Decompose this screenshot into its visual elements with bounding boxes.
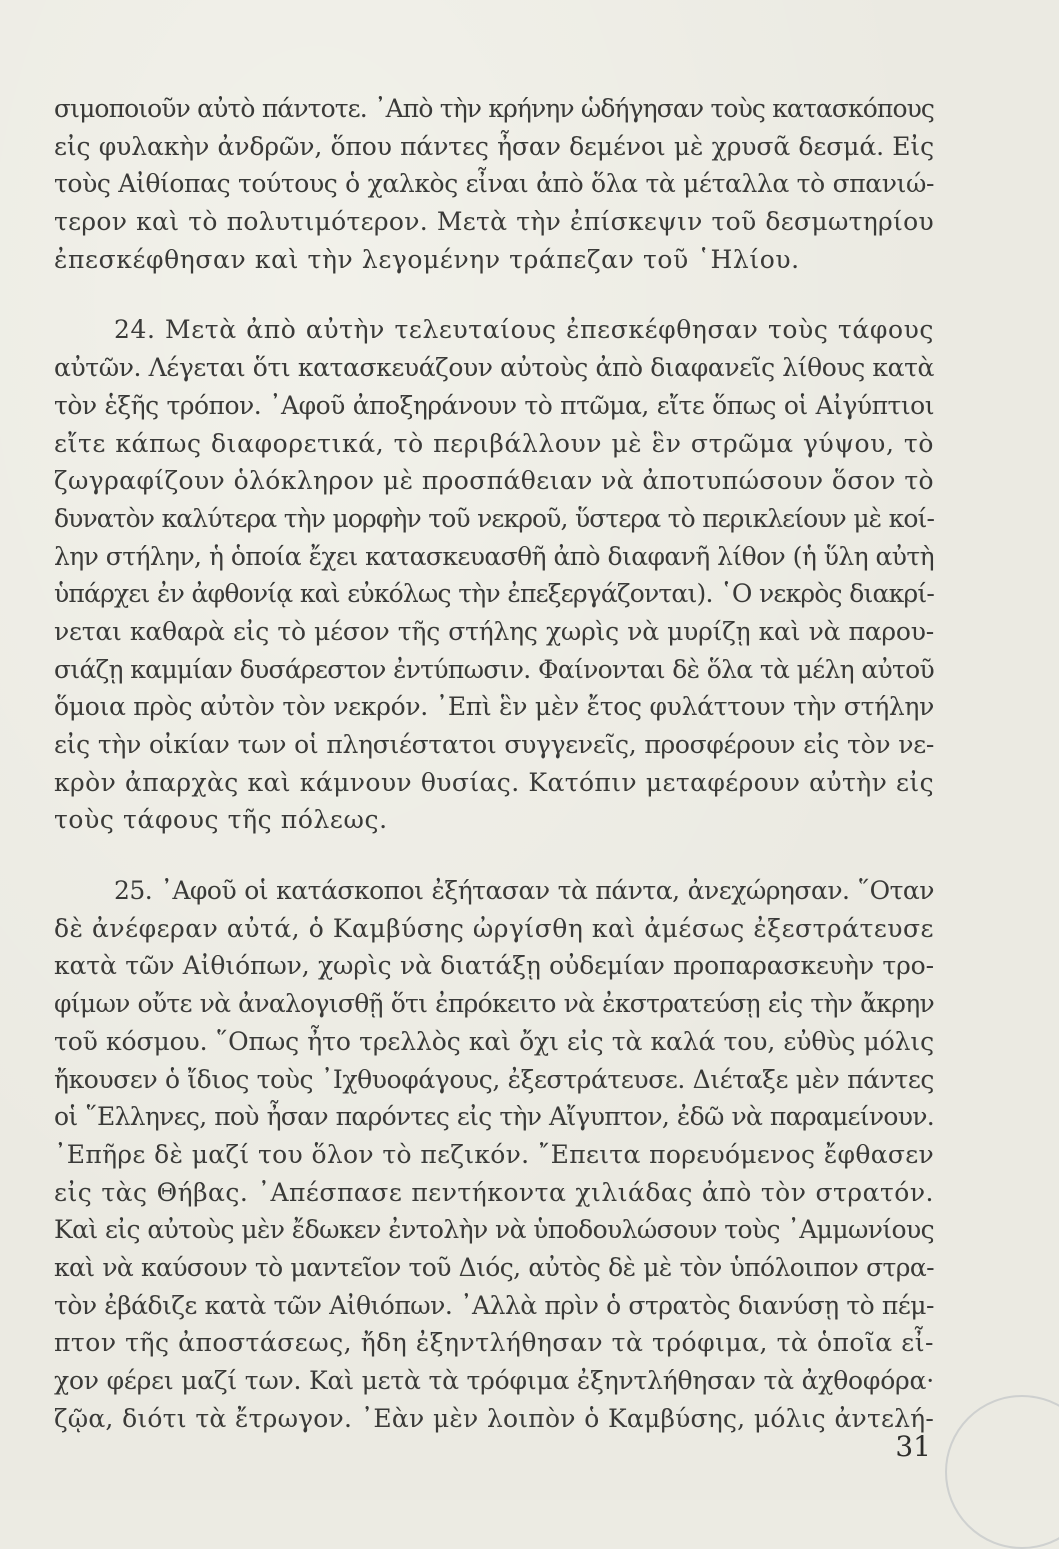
paragraph-gap (54, 278, 934, 311)
text-line: Καὶ εἰς αὐτοὺς μὲν ἔδωκεν ἐντολὴν νὰ ὑποδουλώσουν τοὺς ᾿Αμμωνίους (54, 1215, 934, 1245)
text-line: 25. ᾿Αφοῦ οἱ κατάσκοποι ἐξήτασαν τὰ πάντα, ἀνεχώρησαν. ῞Οταν (114, 876, 934, 906)
text-line: ὑπάρχει ἐν ἀφθονίᾳ καὶ εὐκόλως τὴν ἐπεξεργάζονται). ῾Ο νεκρὸς διακρί- (54, 579, 934, 609)
text-line: κρὸν ἀπαρχὰς καὶ κάμνουν θυσίας. Κατόπιν μεταφέρουν αὐτὴν εἰς (54, 767, 934, 797)
text-line: ζῷα, διότι τὰ ἔτρωγον. ᾿Εὰν μὲν λοιπὸν ὁ Καμβύσης, μόλις ἀντελή- (54, 1403, 934, 1433)
text-line: τὸν ἑξῆς τρόπον. ᾿Αφοῦ ἀποξηράνουν τὸ πτῶμα, εἴτε ὅπως οἱ Αἰγύπτιοι (54, 390, 934, 420)
text-line: χον φέρει μαζί των. Καὶ μετὰ τὰ τρόφιμα ἐξηντλήθησαν τὰ ἀχθοφόρα· (54, 1366, 934, 1395)
text-line: σιμοποιοῦν αὐτὸ πάντοτε. ᾿Απὸ τὴν κρήνην ὡδήγησαν τοὺς κατασκόπους (54, 94, 934, 123)
text-line: ζωγραφίζουν ὁλόκληρον μὲ προσπάθειαν νὰ ἀποτυπώσουν ὅσον τὸ (54, 466, 934, 496)
text-line: λην στήλην, ἡ ὁποία ἔχει κατασκευασθῆ ἀπὸ διαφανῆ λίθον (ἡ ὕλη αὐτὴ (54, 541, 934, 571)
text-line: νεται καθαρὰ εἰς τὸ μέσον τῆς στήλης χωρὶς νὰ μυρίζῃ καὶ νὰ παρου- (54, 616, 934, 646)
text-line: ἤκουσεν ὁ ἴδιος τοὺς ᾿Ιχθυοφάγους, ἐξεστράτευσε. Διέταξε μὲν πάντες (54, 1064, 934, 1094)
text-line: τερον καὶ τὸ πολυτιμότερον. Μετὰ τὴν ἐπίσκεψιν τοῦ δεσμωτηρίου (54, 207, 934, 237)
text-line: τοὺς τάφους τῆς πόλεως. (54, 805, 388, 835)
text-line: εἴτε κάπως διαφορετικά, τὸ περιβάλλουν μὲ ἓν στρῶμα γύψου, τὸ (54, 428, 934, 458)
text-line: εἰς τὴν οἰκίαν των οἱ πλησιέστατοι συγγενεῖς, προσφέρουν εἰς τὸν νε- (54, 730, 934, 759)
text-line: ὅμοια πρὸς αὐτὸν τὸν νεκρόν. ᾿Επὶ ἓν μὲν ἔτος φυλάττουν τὴν στήλην (54, 692, 934, 722)
body-text (54, 90, 934, 1437)
text-line: δυνατὸν καλύτερα τὴν μορφὴν τοῦ νεκροῦ, ὕστερα τὸ περικλείουν μὲ κοί- (54, 503, 934, 533)
text-line: εἰς φυλακὴν ἀνδρῶν, ὅπου πάντες ἦσαν δεμένοι μὲ χρυσᾶ δεσμά. Εἰς (54, 131, 934, 161)
paragraph-25 (54, 872, 934, 1437)
text-line: ἐπεσκέφθησαν καὶ τὴν λεγομένην τράπεζαν τοῦ ῾Ηλίου. (54, 244, 800, 274)
text-line: σιάζῃ καμμίαν δυσάρεστον ἐντύπωσιν. Φαίνονται δὲ ὅλα τὰ μέλη αὐτοῦ (54, 654, 934, 684)
text-line: εἰς τὰς Θήβας. ᾿Απέσπασε πεντήκοντα χιλιάδας ἀπὸ τὸν στρατόν. (54, 1177, 934, 1207)
text-line: κατὰ τῶν Αἰθιόπων, χωρὶς νὰ διατάξῃ οὐδεμίαν προπαρασκευὴν τρο- (54, 951, 934, 981)
paragraph-24 (54, 311, 934, 839)
text-line: 24. Μετὰ ἀπὸ αὐτὴν τελευταίους ἐπεσκέφθησαν τοὺς τάφους (114, 315, 934, 345)
paragraph-gap (54, 839, 934, 872)
text-line: πτον τῆς ἀποστάσεως, ἤδη ἐξηντλήθησαν τὰ τρόφιμα, τὰ ὁποῖα εἶ- (54, 1328, 934, 1358)
library-stamp (945, 1395, 1059, 1549)
text-line: αὐτῶν. Λέγεται ὅτι κατασκευάζουν αὐτοὺς ἀπὸ διαφανεῖς λίθους κατὰ (54, 353, 934, 383)
text-line: φίμων οὔτε νὰ ἀναλογισθῇ ὅτι ἐπρόκειτο νὰ ἐκστρατεύσῃ εἰς τὴν ἄκρην (54, 989, 934, 1019)
paragraph-1 (54, 90, 934, 278)
text-line: τὸν ἐβάδιζε κατὰ τῶν Αἰθιόπων. ᾿Αλλὰ πρὶν ὁ στρατὸς διανύσῃ τὸ πέμ- (54, 1290, 934, 1320)
text-line: ᾿Επῆρε δὲ μαζί του ὅλον τὸ πεζικόν. ῎Επειτα πορευόμενος ἔφθασεν (54, 1139, 934, 1169)
text-line: οἱ ῞Ελληνες, ποὺ ἦσαν παρόντες εἰς τὴν Αἴγυπτον, ἐδῶ νὰ παραμείνουν. (54, 1102, 934, 1132)
page-number: 31 (895, 1430, 931, 1463)
text-line: τοὺς Αἰθίοπας τούτους ὁ χαλκὸς εἶναι ἀπὸ ὅλα τὰ μέταλλα τὸ σπανιώ- (54, 169, 934, 199)
text-line: τοῦ κόσμου. ῞Οπως ἦτο τρελλὸς καὶ ὄχι εἰς τὰ καλά του, εὐθὺς μόλις (54, 1026, 934, 1056)
text-line: δὲ ἀνέφεραν αὐτά, ὁ Καμβύσης ὠργίσθη καὶ ἀμέσως ἐξεστράτευσε (54, 913, 934, 943)
text-line: καὶ νὰ καύσουν τὸ μαντεῖον τοῦ Διός, αὐτὸς δὲ μὲ τὸν ὑπόλοιπον στρα- (54, 1252, 934, 1282)
